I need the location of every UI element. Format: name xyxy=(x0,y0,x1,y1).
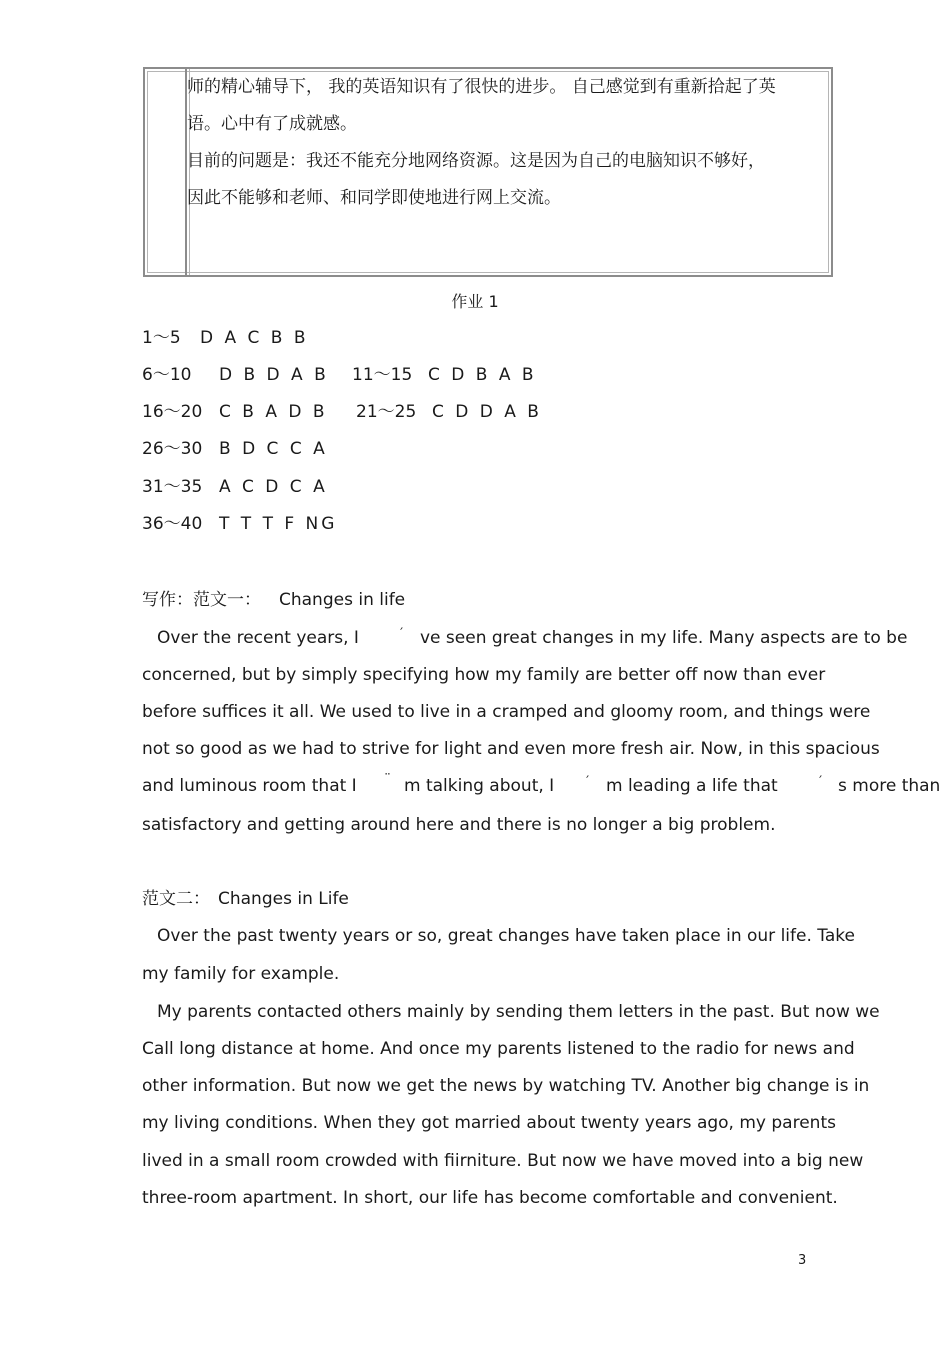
essay2-line: my family for example. xyxy=(142,964,340,984)
essay2-line: My parents contacted others mainly by sending them letters in the past. But now we xyxy=(157,1002,880,1022)
essay1-line: m leading a life that xyxy=(606,776,778,796)
essay2-line: other information. But now we get the news by watching TV. Another big change is in xyxy=(142,1076,870,1096)
table-text-line: 目前的问题是：我还不能充分地网络资源。这是因为自己的电脑知识不够好， xyxy=(187,151,765,171)
essay1-line: before suffices it all. We used to live in a cramped and gloomy room, and things were xyxy=(142,702,871,722)
essay2-heading-en: Changes in Life xyxy=(218,889,349,909)
essay2-heading xyxy=(142,889,349,909)
essay1-line: concerned, but by simply specifying how my family are better off now than ever xyxy=(142,665,826,685)
answer-range: 6～10 xyxy=(142,365,192,385)
answer-range: 31～35 xyxy=(142,477,203,497)
diaeresis-mark: ¨ xyxy=(384,772,391,788)
table-text-line: 语。心中有了成就感。 xyxy=(187,114,357,134)
reflection-table xyxy=(143,67,833,277)
answer-range: 16～20 xyxy=(142,402,203,422)
table-text-line: 因此不能够和老师、和同学即使地进行网上交流。 xyxy=(187,188,561,208)
essay1-heading xyxy=(142,590,405,610)
essay2-line: lived in a small room crowded with fiirniture. But now we have moved into a big new xyxy=(142,1151,864,1171)
apostrophe-mark: ′ xyxy=(400,626,404,642)
answer-range: 1～5 xyxy=(142,328,181,348)
apostrophe-mark: ′ xyxy=(819,774,823,790)
answer-letters: B D C C A xyxy=(219,439,328,459)
table-column-divider-inner xyxy=(189,69,190,275)
answer-range: 11～15 xyxy=(352,365,413,385)
answer-letters: C D D A B xyxy=(432,402,542,422)
apostrophe-mark: ′ xyxy=(586,774,590,790)
answer-row xyxy=(142,439,328,459)
essay1-line: and luminous room that I xyxy=(142,776,357,796)
answer-range: 26～30 xyxy=(142,439,203,459)
page-number: 3 xyxy=(798,1253,807,1268)
essay1-line: ve seen great changes in my life. Many aspects are to be xyxy=(420,628,908,648)
essay1-heading-cn: 写作：范文一： xyxy=(142,590,261,610)
answer-row xyxy=(142,477,328,497)
essay1-line: m talking about, I xyxy=(404,776,555,796)
answer-row xyxy=(142,328,309,348)
essay1-line: satisfactory and getting around here and there is no longer a big problem. xyxy=(142,815,776,835)
answer-row xyxy=(356,402,542,422)
answer-row xyxy=(142,514,337,534)
essay2-line: Over the past twenty years or so, great changes have taken place in our life. Take xyxy=(157,926,855,946)
answer-row xyxy=(142,365,329,385)
answer-row xyxy=(352,365,537,385)
answer-row xyxy=(142,402,328,422)
essay1-line: s more than xyxy=(838,776,941,796)
answer-letters: T T T F NG xyxy=(219,514,338,534)
answer-letters: C B A D B xyxy=(219,402,328,422)
answer-letters: D B D A B xyxy=(219,365,329,385)
essay2-line: Call long distance at home. And once my parents listened to the radio for news and xyxy=(142,1039,855,1059)
answer-letters: D A C B B xyxy=(200,328,309,348)
essay1-line: Over the recent years, I xyxy=(157,628,359,648)
essay1-line: not so good as we had to strive for light and even more fresh air. Now, in this spacious xyxy=(142,739,880,759)
answer-range: 21～25 xyxy=(356,402,417,422)
essay2-heading-cn: 范文二： xyxy=(142,889,210,909)
answer-letters: C D B A B xyxy=(428,365,537,385)
essay1-heading-en: Changes in life xyxy=(279,590,406,610)
table-inner-border xyxy=(147,71,829,273)
table-text-line: 师的精心辅导下， 我的英语知识有了很快的进步。 自己感觉到有重新拾起了英 xyxy=(187,77,776,97)
essay2-line: my living conditions. When they got married about twenty years ago, my parents xyxy=(142,1113,836,1133)
homework-title: 作业 1 xyxy=(451,292,499,311)
essay2-line: three-room apartment. In short, our life has become comfortable and convenient. xyxy=(142,1188,838,1208)
answer-letters: A C D C A xyxy=(219,477,328,497)
answer-range: 36～40 xyxy=(142,514,203,534)
table-column-divider xyxy=(185,69,187,275)
